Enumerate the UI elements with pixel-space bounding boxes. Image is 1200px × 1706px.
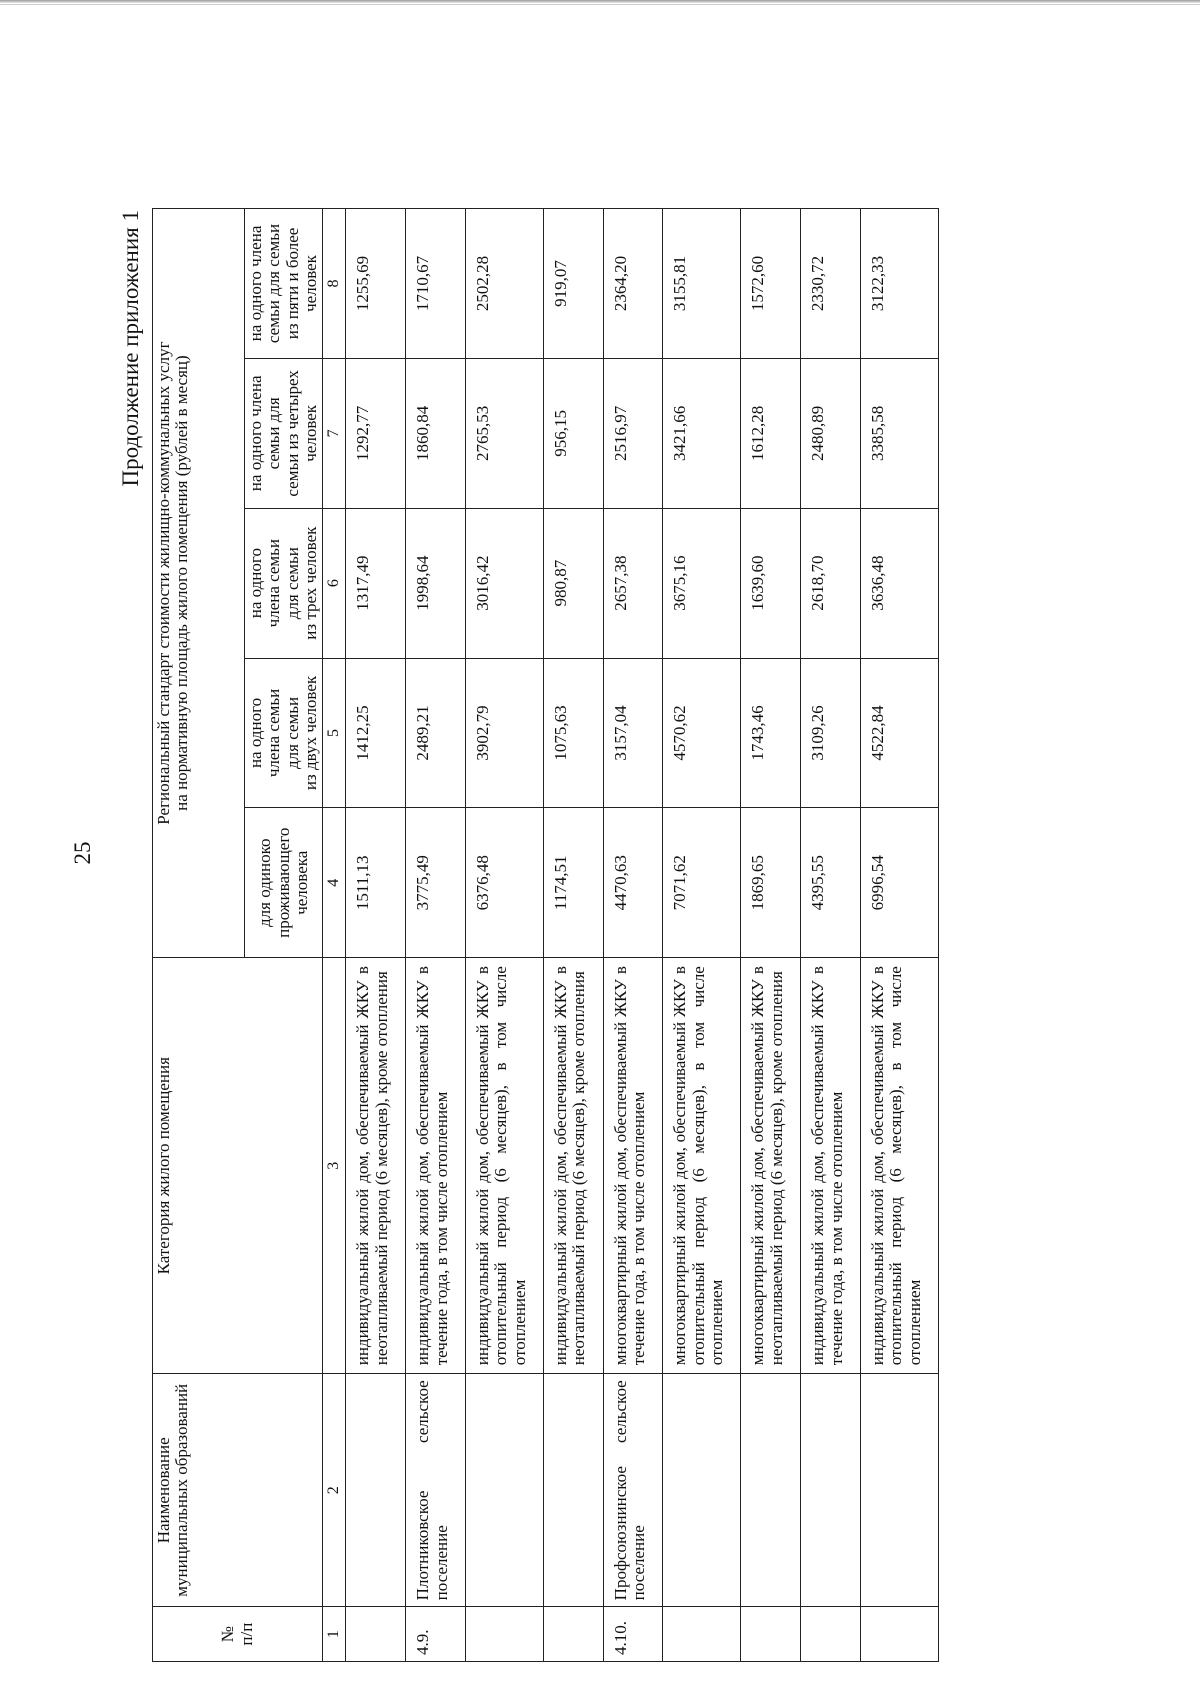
row-value-8: 3155,81 [663, 209, 741, 359]
row-category: индивидуальный жилой дом, обеспечиваемый ЖКУ в отопительный период (6 месяцев), в том числе отоплением [465, 958, 543, 1374]
row-category: индивидуальный жилой дом, обеспечиваемый ЖКУ в течение года, в том числе отоплением [406, 958, 466, 1374]
colnum-7: 7 [323, 358, 346, 508]
row-value-7: 1860,84 [406, 358, 466, 508]
column-number-row [323, 209, 346, 1662]
row-value-4: 6996,54 [860, 808, 938, 958]
row-category: индивидуальный жилой дом, обеспечиваемый ЖКУ в течение года, в том числе отоплением [801, 958, 861, 1374]
row-value-4: 3775,49 [406, 808, 466, 958]
table-row [741, 209, 801, 1662]
row-category: индивидуальный жилой дом, обеспечиваемый ЖКУ в отопительный период (6 месяцев), в том числе отоплением [860, 958, 938, 1374]
row-municipality [801, 1374, 861, 1607]
table-row [663, 209, 741, 1662]
row-value-7: 1292,77 [346, 358, 406, 508]
colnum-6: 6 [323, 508, 346, 658]
row-value-5: 1743,46 [741, 658, 801, 808]
page-number: 25 [70, 841, 95, 865]
row-value-6: 1998,64 [406, 508, 466, 658]
row-index [465, 1607, 543, 1662]
table-row [465, 209, 543, 1662]
colnum-2: 2 [323, 1374, 346, 1607]
row-value-7: 3421,66 [663, 358, 741, 508]
header-col5-text: на одного члена семьи для семьи из двух человек [246, 675, 321, 791]
table-row [543, 209, 603, 1662]
header-col4-text: для одиноко проживающего человека [255, 827, 311, 938]
header-col8-text: на одного члена семьи для семьи из пяти и более человек [246, 223, 321, 344]
row-value-6: 1317,49 [346, 508, 406, 658]
header-category [153, 958, 323, 1374]
row-value-5: 3902,79 [465, 658, 543, 808]
row-value-4: 4470,63 [603, 808, 663, 958]
row-municipality [663, 1374, 741, 1607]
row-value-6: 980,87 [543, 508, 603, 658]
table-row [801, 209, 861, 1662]
row-index [543, 1607, 603, 1662]
row-value-7: 956,15 [543, 358, 603, 508]
standards-table [152, 208, 939, 1662]
table-row [406, 209, 466, 1662]
row-category: многоквартирный жилой дом, обеспечиваемый ЖКУ в неотапливаемый период (6 месяцев), кроме отопления [741, 958, 801, 1374]
row-value-4: 1869,65 [741, 808, 801, 958]
row-municipality [465, 1374, 543, 1607]
row-value-8: 1710,67 [406, 209, 466, 359]
row-value-5: 4522,84 [860, 658, 938, 808]
row-municipality [860, 1374, 938, 1607]
colnum-4: 4 [323, 808, 346, 958]
row-value-6: 3016,42 [465, 508, 543, 658]
row-value-8: 1572,60 [741, 209, 801, 359]
row-value-6: 1639,60 [741, 508, 801, 658]
row-category: многоквартирный жилой дом, обеспечиваемый ЖКУ в отопительный период (6 месяцев), в том числе отоплением [663, 958, 741, 1374]
row-category: индивидуальный жилой дом, обеспечиваемый ЖКУ в неотапливаемый период (6 месяцев), кроме отопления [346, 958, 406, 1374]
table-row [603, 209, 663, 1662]
row-value-5: 1412,25 [346, 658, 406, 808]
row-category: индивидуальный жилой дом, обеспечиваемый ЖКУ в неотапливаемый период (6 месяцев), кроме отопления [543, 958, 603, 1374]
header-num [153, 1607, 323, 1662]
header-col7-text: на одного члена семьи для семьи из четырех человек [246, 370, 321, 497]
header-name [153, 1374, 323, 1607]
row-municipality: Плотниковское сельское поселение [406, 1374, 466, 1607]
header-name-text: Наименование муниципальных образований [154, 1383, 192, 1597]
header-col6-text: на одного члена семьи для семьи из трех человек [246, 526, 321, 640]
row-index: 4.10. [603, 1607, 663, 1662]
colnum-3: 3 [323, 958, 346, 1374]
row-value-6: 3636,48 [860, 508, 938, 658]
row-value-7: 2765,53 [465, 358, 543, 508]
row-municipality: Профсоюзнинское сельское поселение [603, 1374, 663, 1607]
colnum-5: 5 [323, 658, 346, 808]
row-value-8: 2502,28 [465, 209, 543, 359]
row-value-5: 4570,62 [663, 658, 741, 808]
row-value-8: 3122,33 [860, 209, 938, 359]
row-value-6: 2618,70 [801, 508, 861, 658]
row-value-8: 1255,69 [346, 209, 406, 359]
row-value-8: 2330,72 [801, 209, 861, 359]
row-value-4: 6376,48 [465, 808, 543, 958]
header-group-text: Региональный стандарт стоимости жилищно-коммунальных услуг на нормативную площадь жилого помещения (рублей в месяц) [154, 341, 192, 825]
row-index [663, 1607, 741, 1662]
row-index [346, 1607, 406, 1662]
header-col4 [245, 808, 323, 958]
row-category: многоквартирный жилой дом, обеспечиваемый ЖКУ в течение года, в том числе отоплением [603, 958, 663, 1374]
header-category-text: Категория жилого помещения [154, 1057, 173, 1275]
header-col5 [245, 658, 323, 808]
colnum-8: 8 [323, 209, 346, 359]
row-index: 4.9. [406, 1607, 466, 1662]
row-value-8: 2364,20 [603, 209, 663, 359]
row-value-7: 2480,89 [801, 358, 861, 508]
appendix-label: Продолжение приложения 1 [118, 210, 143, 487]
row-value-4: 7071,62 [663, 808, 741, 958]
row-value-5: 3157,04 [603, 658, 663, 808]
row-value-4: 4395,55 [801, 808, 861, 958]
table-row [346, 209, 406, 1662]
header-col6 [245, 508, 323, 658]
header-col7 [245, 358, 323, 508]
row-municipality [741, 1374, 801, 1607]
table-row [860, 209, 938, 1662]
row-value-6: 3675,16 [663, 508, 741, 658]
row-municipality [346, 1374, 406, 1607]
row-value-5: 2489,21 [406, 658, 466, 808]
table-body [346, 209, 939, 1662]
colnum-1: 1 [323, 1607, 346, 1662]
header-group [153, 209, 245, 958]
row-value-7: 3385,58 [860, 358, 938, 508]
row-index [801, 1607, 861, 1662]
row-value-4: 1511,13 [346, 808, 406, 958]
header-col8 [245, 209, 323, 359]
row-index [741, 1607, 801, 1662]
header-num-text: № п/п [218, 1622, 256, 1646]
row-value-8: 919,07 [543, 209, 603, 359]
row-value-5: 1075,63 [543, 658, 603, 808]
row-value-5: 3109,26 [801, 658, 861, 808]
row-value-6: 2657,38 [603, 508, 663, 658]
row-index [860, 1607, 938, 1662]
row-value-4: 1174,51 [543, 808, 603, 958]
row-value-7: 2516,97 [603, 358, 663, 508]
row-value-7: 1612,28 [741, 358, 801, 508]
row-municipality [543, 1374, 603, 1607]
